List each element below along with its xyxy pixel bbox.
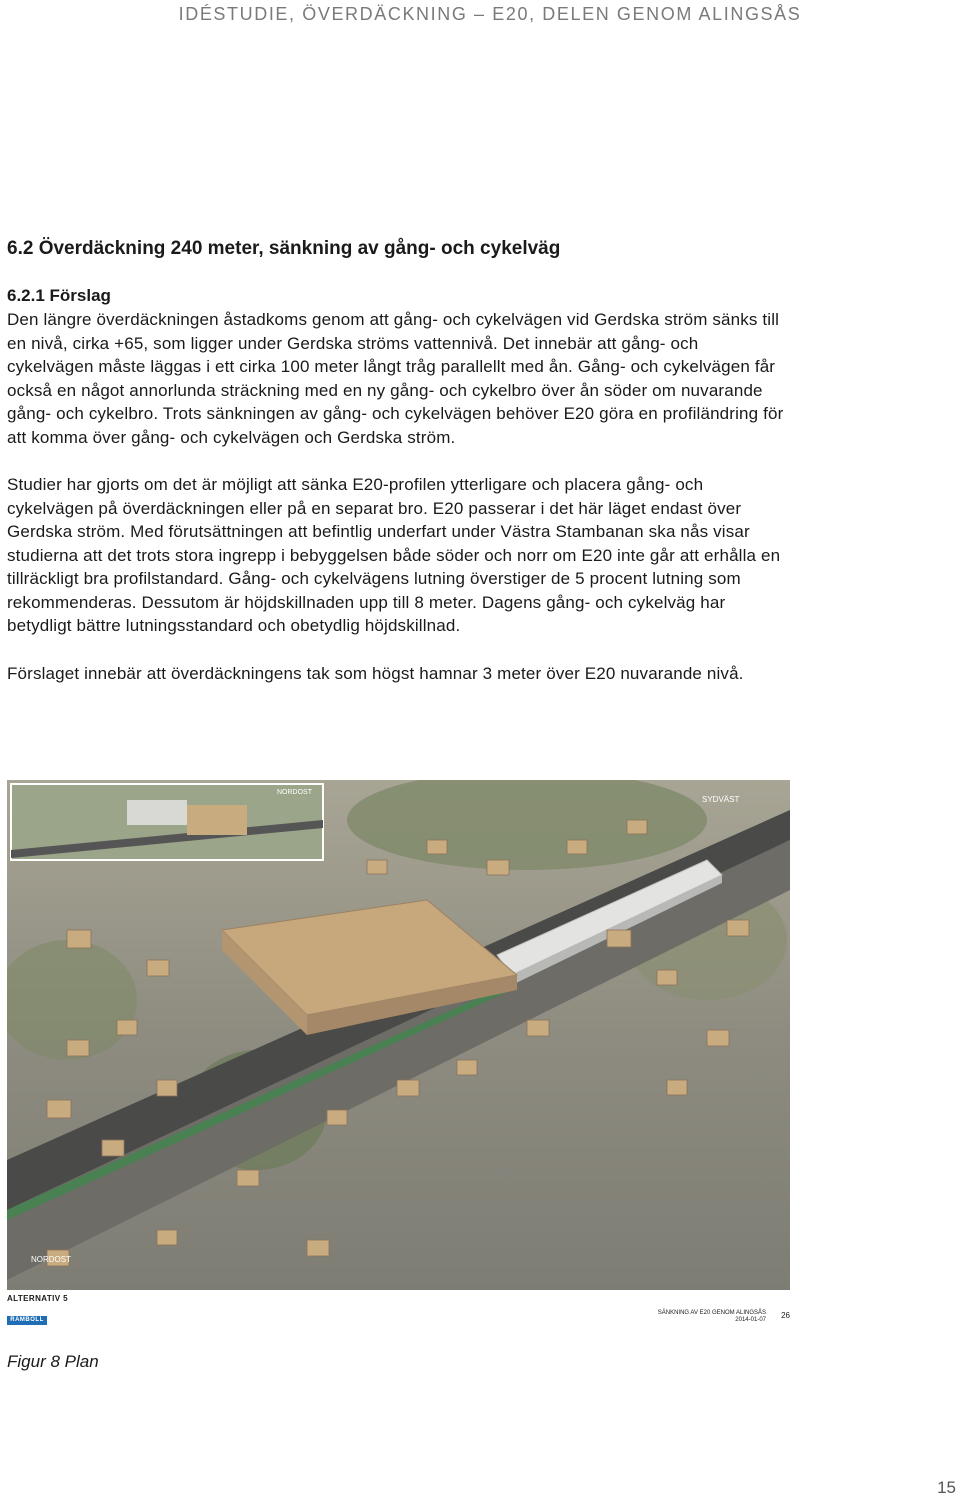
paragraph-3: Förslaget innebär att överdäckningens tak som högst hamnar 3 meter över E20 nuvarande nivå.: [7, 663, 744, 683]
figure-footer: [7, 1294, 790, 1334]
house: [527, 1020, 549, 1036]
paragraph-2: Studier har gjorts om det är möjligt att sänka E20-profilen ytterligare och placera gång- och cykelvägen på överdäckningen eller på en separat bro. E20 passerar i det här läget endast över Gerdska ström. Med förutsättningen att befintlig underfart under Västra Stambanan ska nås visar studierna att det trots stora ingrepp i bebyggelsen både söder och norr om E20 inte går att erhålla en tillräckligt bra profilstandard. Gång- och cykelvägens lutning överstiger de 5 procent lutning som rekommenderas. Dessutom är höjdskillnaden upp till 8 meter. Dagens gång- och cykelväg har betydligt bättre lutningsstandard och obetydlig höjdskillnad.: [7, 475, 781, 635]
house: [427, 840, 447, 854]
slide-date: 2014-01-07: [735, 1317, 766, 1323]
aerial-render: [7, 780, 790, 1290]
running-header: IDÉSTUDIE, ÖVERDÄCKNING – E20, DELEN GENOM ALINGSÅS: [178, 4, 802, 24]
house: [67, 1040, 89, 1056]
plan-figure: [7, 780, 790, 1290]
label-sydvast: SYDVÄST: [702, 795, 740, 804]
inset-building: [187, 805, 247, 835]
ramboll-logo: RAMBÖLL: [7, 1316, 47, 1325]
house: [102, 1140, 124, 1156]
house: [457, 1060, 477, 1075]
house: [667, 1080, 687, 1095]
house: [657, 970, 677, 985]
house: [47, 1100, 71, 1118]
house: [157, 1080, 177, 1096]
slide-title-block: [658, 1310, 766, 1324]
house: [237, 1170, 259, 1186]
house: [367, 860, 387, 874]
house: [627, 820, 647, 834]
alternative-label: ALTERNATIV 5: [7, 1294, 68, 1303]
page-number: 15: [937, 1478, 956, 1497]
label-nordost-top: NORDOST: [277, 789, 312, 796]
house: [607, 930, 631, 947]
house: [487, 860, 509, 875]
slide-number: 26: [781, 1311, 790, 1320]
house: [567, 840, 587, 854]
house: [67, 930, 91, 948]
house: [117, 1020, 137, 1035]
house: [307, 1240, 329, 1256]
subsection-title: 6.2.1 Förslag: [7, 286, 111, 305]
house: [397, 1080, 419, 1096]
house: [327, 1110, 347, 1125]
slide-title: SÄNKNING AV E20 GENOM ALINGSÅS: [657, 1310, 766, 1316]
house: [147, 960, 169, 976]
house: [727, 920, 749, 936]
inset-overdeck: [127, 800, 187, 825]
house: [707, 1030, 729, 1046]
label-nordost-bottom: NORDOST: [31, 1255, 71, 1264]
paragraph-1: Den längre överdäckningen åstadkoms genom att gång- och cykelvägen vid Gerdska ström sänks till en nivå, cirka +65, som ligger under Gerdska ströms vattennivå. Det innebär att gång- och cykelvägen måste läggas i ett cirka 100 meter långt tråg parallellt med ån. Gång- och cykelvägen får också en något annorlunda sträckning med en ny gång- och cykelbro över ån söder om nuvarande gång- och cykelbro. Trots sänkningen av gång- och cykelvägen behöver E20 göra en profiländring för att komma över gång- och cykelvägen och Gerdska ström.: [7, 310, 784, 447]
house: [157, 1230, 177, 1245]
main-content: [7, 236, 787, 709]
figure-caption: Figur 8 Plan: [7, 1352, 99, 1371]
section-title: 6.2 Överdäckning 240 meter, sänkning av gång- och cykelväg: [7, 238, 561, 259]
